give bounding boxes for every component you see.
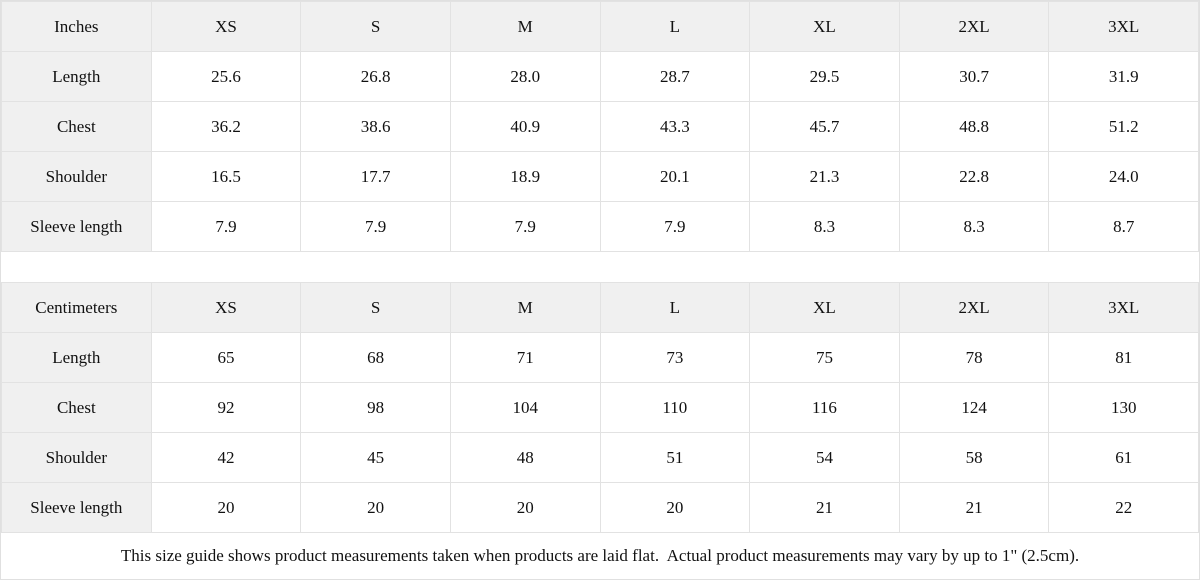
- measurement-cell: 26.8: [301, 52, 451, 102]
- measurement-cell: 24.0: [1049, 152, 1199, 202]
- inches-table: [1, 1, 1199, 252]
- size-header-3xl: 3XL: [1049, 283, 1199, 333]
- measurement-cell: 22.8: [899, 152, 1049, 202]
- measurement-cell: 29.5: [750, 52, 900, 102]
- measurement-cell: 130: [1049, 383, 1199, 433]
- row-label: Sleeve length: [2, 483, 152, 533]
- size-header-2xl: 2XL: [899, 2, 1049, 52]
- measurement-cell: 36.2: [151, 102, 301, 152]
- table-row-length-cm: [2, 333, 1199, 383]
- measurement-cell: 25.6: [151, 52, 301, 102]
- section-spacer: [1, 252, 1199, 282]
- measurement-cell: 43.3: [600, 102, 750, 152]
- size-header-xs: XS: [151, 2, 301, 52]
- row-label: Chest: [2, 383, 152, 433]
- measurement-cell: 7.9: [301, 202, 451, 252]
- table-row-chest-cm: [2, 383, 1199, 433]
- size-header-l: L: [600, 283, 750, 333]
- measurement-cell: 30.7: [899, 52, 1049, 102]
- measurement-cell: 48: [450, 433, 600, 483]
- measurement-cell: 78: [899, 333, 1049, 383]
- measurement-cell: 20: [600, 483, 750, 533]
- table-row-length-in: [2, 52, 1199, 102]
- measurement-cell: 28.0: [450, 52, 600, 102]
- table-row-shoulder-in: [2, 152, 1199, 202]
- measurement-cell: 45.7: [750, 102, 900, 152]
- measurement-cell: 61: [1049, 433, 1199, 483]
- measurement-cell: 17.7: [301, 152, 451, 202]
- measurement-cell: 21: [750, 483, 900, 533]
- measurement-cell: 21: [899, 483, 1049, 533]
- measurement-cell: 8.3: [899, 202, 1049, 252]
- measurement-cell: 7.9: [450, 202, 600, 252]
- table-row-sleeve-in: [2, 202, 1199, 252]
- size-header-m: M: [450, 2, 600, 52]
- measurement-cell: 20.1: [600, 152, 750, 202]
- measurement-cell: 20: [151, 483, 301, 533]
- row-label: Length: [2, 333, 152, 383]
- measurement-cell: 124: [899, 383, 1049, 433]
- measurement-cell: 48.8: [899, 102, 1049, 152]
- size-header-xs: XS: [151, 283, 301, 333]
- row-label: Sleeve length: [2, 202, 152, 252]
- table-row-chest-in: [2, 102, 1199, 152]
- measurement-cell: 104: [450, 383, 600, 433]
- measurement-cell: 28.7: [600, 52, 750, 102]
- measurement-cell: 20: [301, 483, 451, 533]
- measurement-cell: 68: [301, 333, 451, 383]
- size-header-2xl: 2XL: [899, 283, 1049, 333]
- measurement-cell: 18.9: [450, 152, 600, 202]
- measurement-cell: 42: [151, 433, 301, 483]
- row-label: Shoulder: [2, 152, 152, 202]
- measurement-cell: 51.2: [1049, 102, 1199, 152]
- measurement-cell: 22: [1049, 483, 1199, 533]
- size-header-s: S: [301, 2, 451, 52]
- measurement-cell: 54: [750, 433, 900, 483]
- measurement-cell: 116: [750, 383, 900, 433]
- row-label: Chest: [2, 102, 152, 152]
- row-label: Shoulder: [2, 433, 152, 483]
- measurement-cell: 7.9: [600, 202, 750, 252]
- table-row-shoulder-cm: [2, 433, 1199, 483]
- size-header-m: M: [450, 283, 600, 333]
- measurement-cell: 40.9: [450, 102, 600, 152]
- measurement-cell: 73: [600, 333, 750, 383]
- table-row-sleeve-cm: [2, 483, 1199, 533]
- centimeters-header-row: [2, 283, 1199, 333]
- measurement-cell: 75: [750, 333, 900, 383]
- measurement-cell: 38.6: [301, 102, 451, 152]
- measurement-cell: 51: [600, 433, 750, 483]
- measurement-cell: 81: [1049, 333, 1199, 383]
- measurement-cell: 31.9: [1049, 52, 1199, 102]
- measurement-cell: 21.3: [750, 152, 900, 202]
- measurement-cell: 65: [151, 333, 301, 383]
- measurement-cell: 71: [450, 333, 600, 383]
- measurement-cell: 110: [600, 383, 750, 433]
- size-header-3xl: 3XL: [1049, 2, 1199, 52]
- unit-header-inches: Inches: [2, 2, 152, 52]
- size-header-xl: XL: [750, 283, 900, 333]
- measurement-cell: 8.3: [750, 202, 900, 252]
- size-header-s: S: [301, 283, 451, 333]
- inches-header-row: [2, 2, 1199, 52]
- measurement-cell: 8.7: [1049, 202, 1199, 252]
- measurement-cell: 92: [151, 383, 301, 433]
- size-header-l: L: [600, 2, 750, 52]
- row-label: Length: [2, 52, 152, 102]
- centimeters-table: [1, 282, 1199, 533]
- size-header-xl: XL: [750, 2, 900, 52]
- measurement-cell: 7.9: [151, 202, 301, 252]
- size-guide-note: This size guide shows product measurements taken when products are laid flat. Actual product measurements may vary by up to 1" (2.5cm).: [1, 533, 1199, 579]
- unit-header-centimeters: Centimeters: [2, 283, 152, 333]
- measurement-cell: 98: [301, 383, 451, 433]
- measurement-cell: 58: [899, 433, 1049, 483]
- measurement-cell: 20: [450, 483, 600, 533]
- measurement-cell: 16.5: [151, 152, 301, 202]
- measurement-cell: 45: [301, 433, 451, 483]
